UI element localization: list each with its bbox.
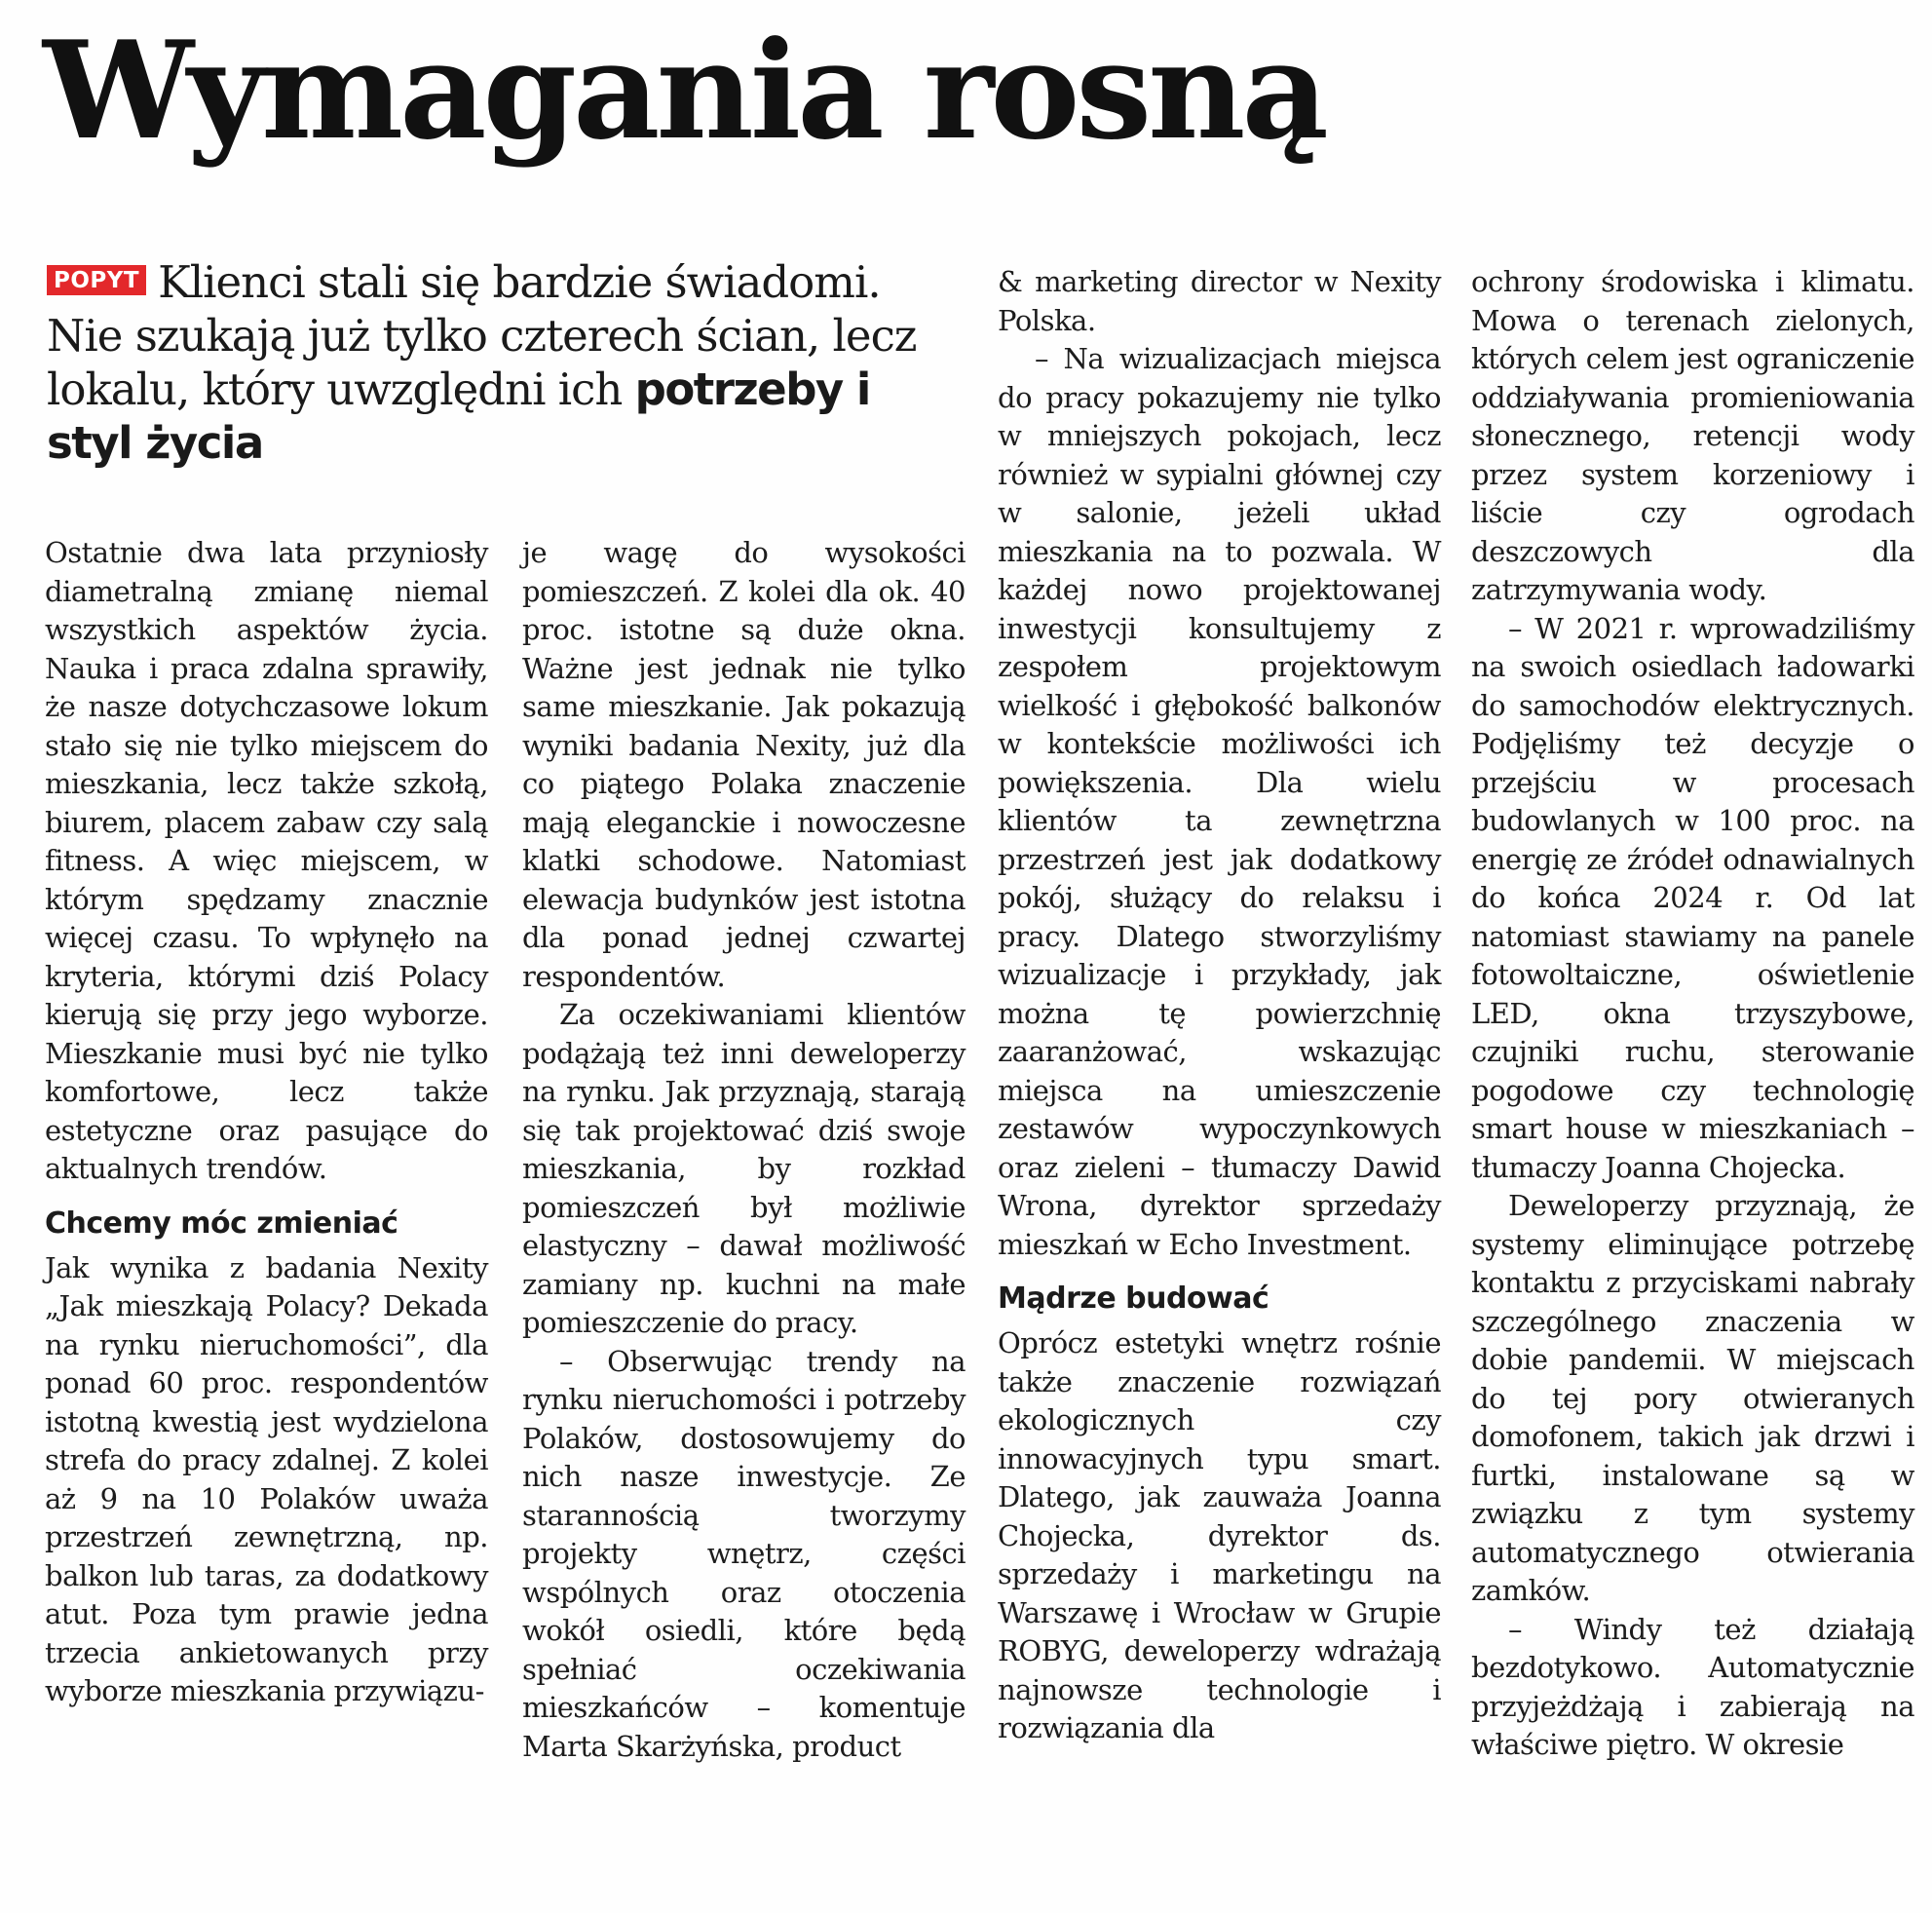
article-headline: Wymagania rosną bbox=[43, 11, 1325, 170]
paragraph: Deweloperzy przyznają, że systemy eliminujące potrzebę kontaktu z przyciskami nabrały szczególnego znaczenia w dobie pandemii. W miejscach do tej pory otwieranych domofonem, takich jak drzwi i furtki, instalowane są w związku z tym systemy automatycznego otwierania zamków. bbox=[1471, 1189, 1914, 1607]
article-column-2 bbox=[522, 534, 966, 1766]
paragraph: & marketing director w Nexity Polska. bbox=[998, 265, 1441, 337]
lead-text: Klienci stali się bardzie świadomi. Nie szukają już tylko czterech ścian, lecz lokalu, który uwzględni ich bbox=[47, 256, 917, 415]
subheading-madrze-budowac: Mądrze budować bbox=[998, 1282, 1269, 1316]
paragraph: Ostatnie dwa lata przyniosły diametralną zmianę niemal wszystkich aspektów życia. Nauka i praca zdalna sprawiły, że nasze dotychczasowe lokum stało się nie tylko miejscem do mieszkania, lecz także szkołą, biurem, placem zabaw czy salą fitness. A więc miejscem, w którym spędzamy znacznie więcej czasu. To wpłynęło na kryteria, którymi dziś Polacy kierują się przy jego wyborze. Mieszkanie musi być nie tylko komfortowe, lecz także estetyczne oraz pasujące do aktualnych trendów. bbox=[45, 536, 488, 1185]
paragraph: – Obserwując trendy na rynku nieruchomości i potrzeby Polaków, dostosowujemy do nich nasze inwestycje. Ze starannością tworzymy projekty wnętrz, części wspólnych oraz otoczenia wokół osiedli, które będą spełniać oczekiwania mieszkańców – komentuje Marta Skarżyńska, product bbox=[522, 1344, 966, 1763]
paragraph: je wagę do wysokości pomieszczeń. Z kolei dla ok. 40 proc. istotne są duże okna. Ważne jest jednak nie tylko same mieszkanie. Jak pokazują wyniki badania Nexity, już dla co piątego Polaka znaczenie mają eleganckie i nowoczesne klatki schodowe. Natomiast elewacja budynków jest istotna dla ponad jednej czwartej respondentów. bbox=[522, 536, 966, 993]
paragraph: – Na wizualizacjach miejsca do pracy pokazujemy nie tylko w mniejszych pokojach, lecz również w sypialni głównej czy w salonie, jeżeli układ mieszkania na to pozwala. W każdej nowo projektowanej inwestycji konsultujemy z zespołem projektowym wielkość i głębokość balkonów w kontekście możliwości ich powiększenia. Dla wielu klientów ta zewnętrzna przestrzeń jest jak dodatkowy pokój, służący do relaksu i pracy. Dlatego stworzyliśmy wizualizacje i przykłady, jak można tę powierzchnię zaaranżować, wskazując miejsca na umieszczenie zestawów wypoczynkowych oraz zieleni – tłumaczy Dawid Wrona, dyrektor sprzedaży mieszkań w Echo Investment. bbox=[998, 342, 1441, 1261]
section-badge: POPYT bbox=[47, 265, 146, 295]
article-lead bbox=[47, 255, 953, 470]
paragraph: – W 2021 r. wprowadziliśmy na swoich osiedlach ładowarki do samochodów elektrycznych. Podjęliśmy też decyzje o przejściu w procesach budowlanych w 100 proc. na energię ze źródeł odnawialnych do końca 2024 r. Od lat natomiast stawiamy na panele fotowoltaiczne, oświetlenie LED, okna trzyszybowe, czujniki ruchu, sterowanie pogodowe czy technologię smart house w mieszkaniach – tłumaczy Joanna Chojecka. bbox=[1471, 611, 1914, 1184]
paragraph: Jak wynika z badania Nexity „Jak mieszkają Polacy? Dekada na rynku nieruchomości”, dla ponad 60 proc. respondentów istotną kwestią jest wydzielona strefa do pracy zdalnej. Z kolei aż 9 na 10 Polaków uważa przestrzeń zewnętrzną, np. balkon lub taras, za dodatkowy atut. Poza tym prawie jedna trzecia ankietowanych przy wyborze mieszkania przywiązu- bbox=[45, 1250, 488, 1707]
subheading-chcemy-moc-zmieniac: Chcemy móc zmieniać bbox=[45, 1205, 398, 1241]
paragraph: Oprócz estetyki wnętrz rośnie także znaczenie rozwiązań ekologicznych czy innowacyjnych typu smart. Dlatego, jak zauważa Joanna Chojecka, dyrektor ds. sprzedaży i marketingu na Warszawę i Wrocław w Grupie ROBYG, deweloperzy wdrażają najnowsze technologie i rozwiązania dla bbox=[998, 1326, 1441, 1744]
paragraph: – Windy też działają bezdotykowo. Automatycznie przyjeżdżają i zabierają na właściwe piętro. W okresie bbox=[1471, 1612, 1914, 1761]
lead-bold-text: potrzeby i styl życia bbox=[47, 363, 870, 469]
article-column-3 bbox=[998, 263, 1441, 1748]
article-column-1 bbox=[45, 534, 488, 1711]
paragraph: ochrony środowiska i klimatu. Mowa o terenach zielonych, których celem jest ograniczenie oddziaływania promieniowania słonecznego, retencji wody przez system korzeniowy i liście czy ogrodach deszczowych dla zatrzymywania wody. bbox=[1471, 265, 1914, 606]
paragraph: Za oczekiwaniami klientów podążają też inni deweloperzy na rynku. Jak przyznają, starają się tak projektować dziś swoje mieszkania, by rozkład pomieszczeń był możliwie elastyczny – dawał możliwość zamiany np. kuchni na małe pomieszczenie do pracy. bbox=[522, 998, 966, 1339]
article-column-4 bbox=[1471, 263, 1914, 1765]
